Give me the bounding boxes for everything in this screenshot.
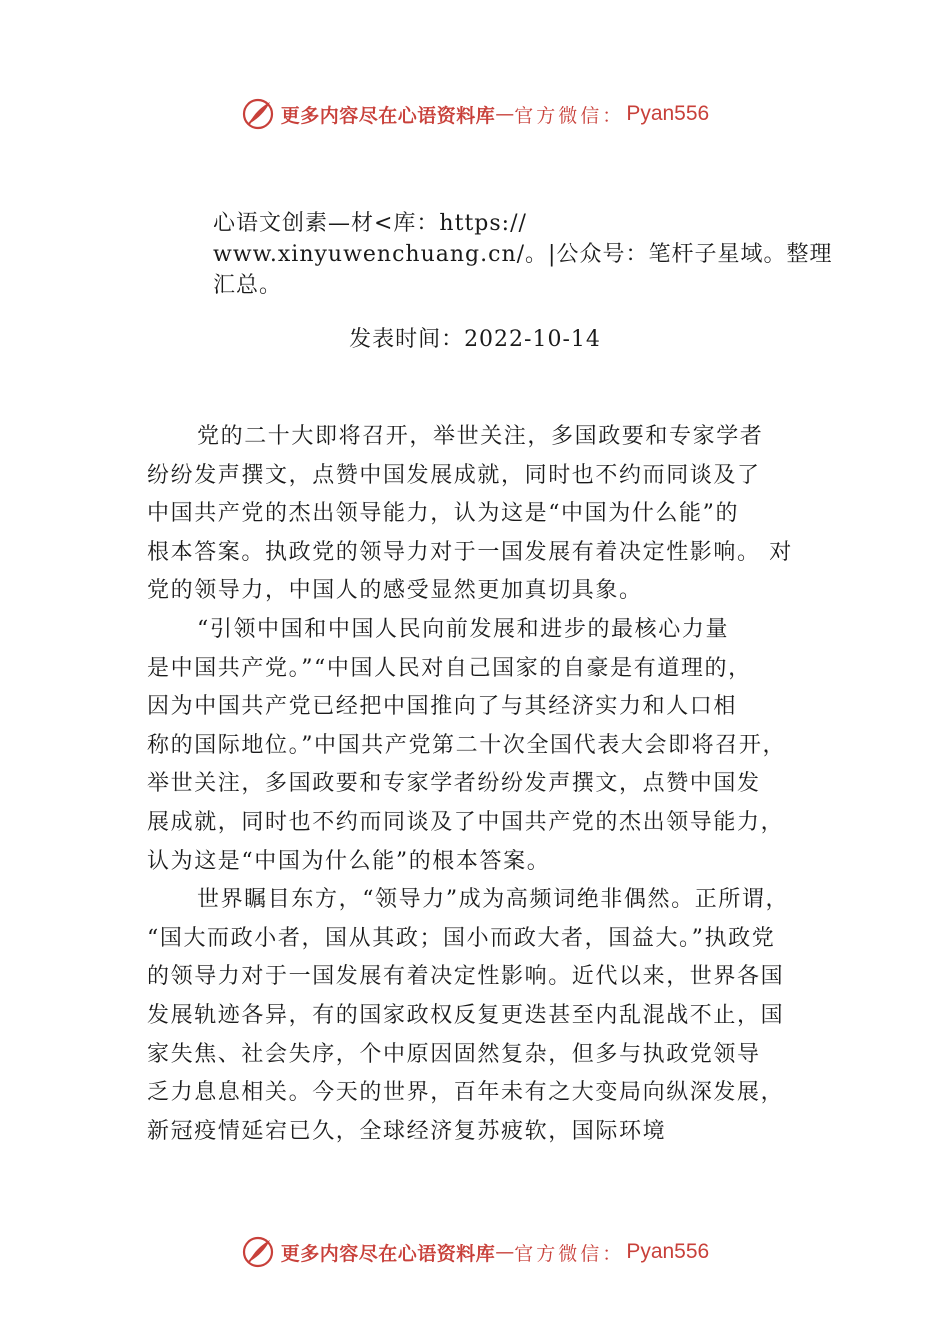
body-line: 发展轨迹各异，有的国家政权反复更迭甚至内乱混战不止，国 bbox=[147, 1002, 785, 1028]
source-line: 心语文创素—材<库：https:// bbox=[213, 211, 527, 236]
body-line: 举世关注，多国政要和专家学者纷纷发声撰文，点赞中国发 bbox=[147, 771, 761, 797]
publish-date: 发表时间：2022-10-14 bbox=[349, 327, 601, 352]
body-line: 纷纷发声撰文，点赞中国发展成就，同时也不约而同谈及了 bbox=[147, 462, 761, 488]
body-line: 根本答案。执政党的领导力对于一国发展有着决定性影响。 对 bbox=[147, 539, 793, 565]
body-line: 因为中国共产党已经把中国推向了与其经济实力和人口相 bbox=[147, 694, 738, 720]
body-line: 党的二十大即将召开，举世关注，多国政要和专家学者 bbox=[197, 424, 764, 449]
body-line: “引领中国和中国人民向前发展和进步的最核心力量 bbox=[197, 616, 730, 642]
body-line: 乏力息息相关。今天的世界，百年未有之大变局向纵深发展， bbox=[147, 1080, 785, 1106]
banner-main-text: 更多内容尽在心语资料库 bbox=[280, 104, 496, 127]
body-line: 是中国共产党。”“中国人民对自己国家的自豪是有道理的， bbox=[147, 655, 752, 681]
banner-dash: — bbox=[495, 1241, 515, 1263]
body-line: 家失焦、社会失序，个中原因固然复杂，但多与执政党领导 bbox=[147, 1041, 761, 1067]
banner-official-label: 官方微信： bbox=[514, 1242, 625, 1265]
banner-main-text: 更多内容尽在心语资料库 bbox=[280, 1242, 496, 1265]
body-line: 新冠疫情延宕已久，全球经济复苏疲软，国际环境 bbox=[147, 1118, 667, 1144]
source-line: 汇总。 bbox=[213, 273, 283, 298]
banner-wechat-id: Pyan556 bbox=[626, 102, 710, 125]
body-line: “国大而政小者，国从其政；国小而政大者，国益大。”执政党 bbox=[147, 925, 776, 951]
footer-banner bbox=[0, 1230, 950, 1274]
banner-wechat-id: Pyan556 bbox=[626, 1240, 710, 1263]
source-line: www.xinyuwenchuang.cn/。|公众号：笔杆子星域。整理 bbox=[213, 242, 833, 267]
header-banner bbox=[0, 92, 950, 136]
quill-logo-icon bbox=[241, 1235, 275, 1269]
banner-dash: — bbox=[495, 103, 515, 125]
body-line: 世界瞩目东方，“领导力”成为高频词绝非偶然。正所谓， bbox=[197, 887, 790, 913]
body-line: 的领导力对于一国发展有着决定性影响。近代以来，世界各国 bbox=[147, 964, 785, 990]
body-line: 党的领导力，中国人的感受显然更加真切具象。 bbox=[147, 578, 643, 604]
banner-official-label: 官方微信： bbox=[514, 104, 625, 127]
quill-logo-icon bbox=[241, 97, 275, 131]
body-line: 认为这是“中国为什么能”的根本答案。 bbox=[147, 848, 551, 874]
body-line: 称的国际地位。”中国共产党第二十次全国代表大会即将召开， bbox=[147, 732, 787, 758]
article-body bbox=[147, 418, 847, 1151]
body-line: 中国共产党的杰出领导能力，认为这是“中国为什么能”的 bbox=[147, 501, 740, 527]
body-line: 展成就，同时也不约而同谈及了中国共产党的杰出领导能力， bbox=[147, 809, 785, 835]
source-note bbox=[213, 208, 853, 301]
